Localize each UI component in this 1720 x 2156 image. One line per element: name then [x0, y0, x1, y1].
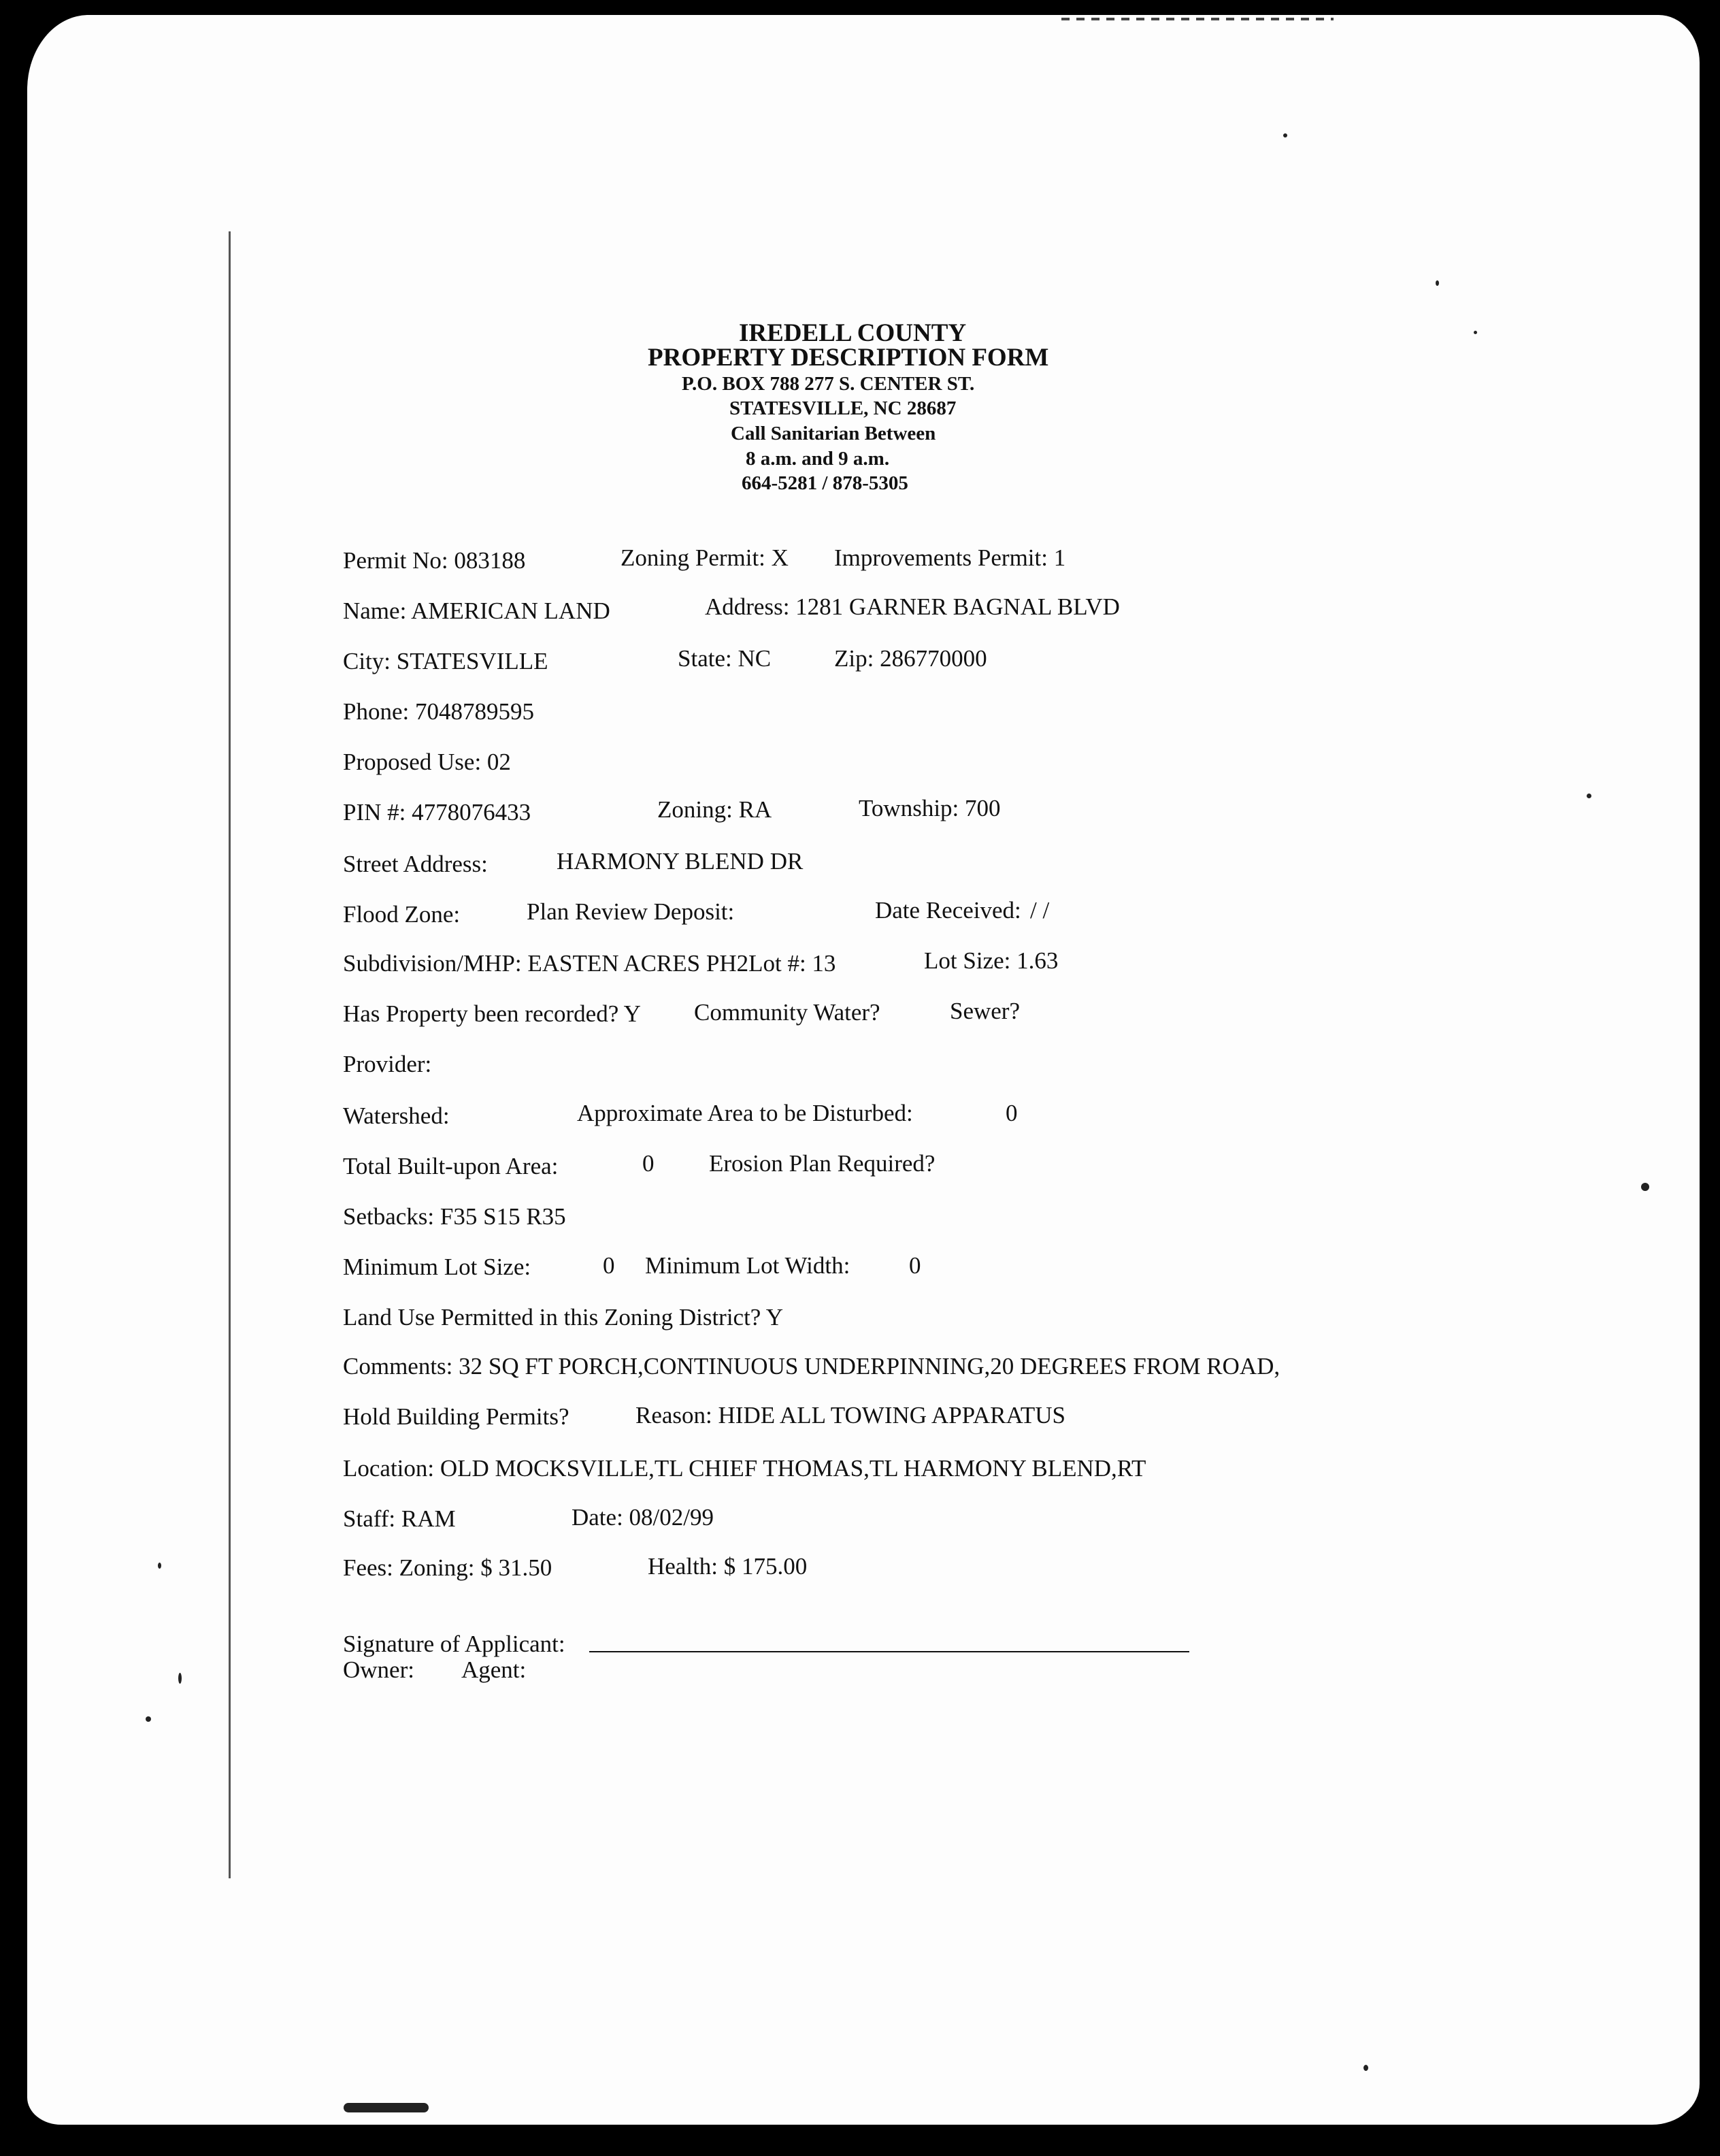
approx-area-disturbed-value: 0 [1006, 1100, 1018, 1126]
township: Township: 700 [859, 795, 1001, 821]
scan-smudge [344, 2103, 429, 2112]
call-hours-line: 8 a.m. and 9 a.m. [746, 448, 890, 470]
hold-reason: Reason: HIDE ALL TOWING APPARATUS [635, 1402, 1065, 1428]
total-built-upon-value: 0 [642, 1150, 655, 1177]
hold-building-permits: Hold Building Permits? [343, 1403, 569, 1430]
mailing-address: P.O. BOX 788 277 S. CENTER ST. [682, 373, 975, 395]
applicant-state: State: NC [678, 645, 772, 672]
zoning-permit: Zoning Permit: X [621, 544, 789, 571]
form-date: Date: 08/02/99 [572, 1504, 714, 1531]
sewer: Sewer? [950, 998, 1021, 1024]
land-use-permitted: Land Use Permitted in this Zoning District? Y [343, 1304, 784, 1330]
plan-review-deposit: Plan Review Deposit: [527, 898, 735, 925]
applicant-name: Name: AMERICAN LAND [343, 598, 610, 624]
form-title: PROPERTY DESCRIPTION FORM [648, 344, 1049, 372]
community-water: Community Water? [694, 999, 880, 1026]
scan-speck [1283, 133, 1287, 137]
signature-label: Signature of Applicant: [343, 1631, 565, 1657]
signature-line[interactable] [589, 1651, 1189, 1652]
lot-size: Lot Size: 1.63 [924, 947, 1059, 974]
min-lot-width-value: 0 [909, 1252, 921, 1279]
scan-speck [178, 1673, 182, 1684]
left-margin-rule [229, 231, 231, 1878]
min-lot-size-value: 0 [603, 1252, 615, 1279]
county-title: IREDELL COUNTY [739, 319, 967, 347]
property-recorded: Has Property been recorded? Y [343, 1000, 641, 1027]
flood-zone: Flood Zone: [343, 901, 461, 928]
fees-zoning: Fees: Zoning: $ 31.50 [343, 1554, 552, 1581]
call-sanitarian-line: Call Sanitarian Between [731, 423, 936, 444]
applicant-address: Address: 1281 GARNER BAGNAL BLVD [705, 593, 1120, 620]
owner-label: Owner: [343, 1656, 414, 1683]
permit-number: Permit No: 083188 [343, 547, 526, 574]
scan-speck [1436, 280, 1439, 286]
date-received-label: Date Received: [875, 897, 1021, 924]
proposed-use: Proposed Use: 02 [343, 749, 511, 775]
scan-edge-artifact [1061, 18, 1334, 20]
zoning-district: Zoning: RA [657, 796, 772, 823]
city-state-zip: STATESVILLE, NC 28687 [729, 397, 957, 419]
staff: Staff: RAM [343, 1505, 456, 1532]
street-address-label: Street Address: [343, 851, 488, 877]
comments: Comments: 32 SQ FT PORCH,CONTINUOUS UNDERPINNING,20 DEGREES FROM ROAD, [343, 1353, 1280, 1379]
scan-speck [1587, 794, 1591, 798]
total-built-upon-label: Total Built-upon Area: [343, 1153, 559, 1179]
agent-label: Agent: [461, 1656, 527, 1683]
min-lot-size-label: Minimum Lot Size: [343, 1254, 531, 1280]
date-received-value: / / [1030, 897, 1050, 924]
applicant-city: City: STATESVILLE [343, 648, 548, 674]
scan-speck [158, 1563, 161, 1569]
phone-numbers: 664-5281 / 878-5305 [742, 472, 908, 494]
provider: Provider: [343, 1051, 432, 1077]
pin-number: PIN #: 4778076433 [343, 799, 531, 826]
fees-health: Health: $ 175.00 [648, 1553, 808, 1580]
applicant-phone: Phone: 7048789595 [343, 698, 534, 725]
watershed: Watershed: [343, 1102, 450, 1129]
scan-speck [1641, 1183, 1649, 1191]
improvements-permit: Improvements Permit: 1 [834, 544, 1066, 571]
scan-speck [1474, 331, 1477, 334]
approx-area-disturbed-label: Approximate Area to be Disturbed: [577, 1100, 913, 1126]
applicant-zip: Zip: 286770000 [834, 645, 987, 672]
setbacks: Setbacks: F35 S15 R35 [343, 1203, 566, 1230]
location-directions: Location: OLD MOCKSVILLE,TL CHIEF THOMAS,TL HARMONY BLEND,RT [343, 1455, 1146, 1482]
scan-speck [146, 1716, 151, 1722]
street-address-value: HARMONY BLEND DR [557, 848, 804, 875]
erosion-plan-required: Erosion Plan Required? [709, 1150, 936, 1177]
subdivision-lot: Subdivision/MHP: EASTEN ACRES PH2Lot #: 13 [343, 950, 836, 977]
scan-speck [1363, 2065, 1368, 2071]
min-lot-width-label: Minimum Lot Width: [645, 1252, 850, 1279]
